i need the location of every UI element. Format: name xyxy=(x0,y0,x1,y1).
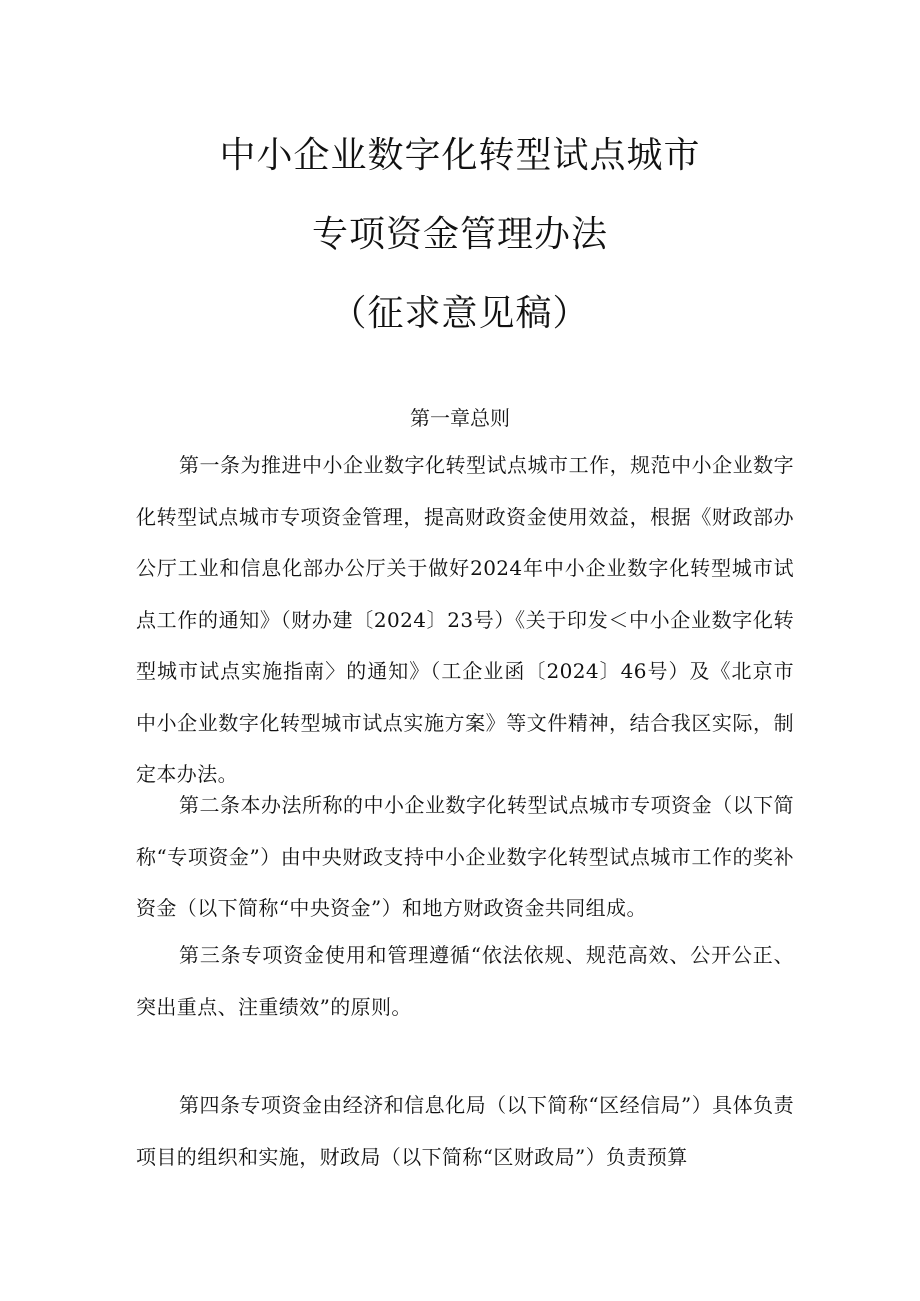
article-1-paragraph: 第一条为推进中小企业数字化转型试点城市工作，规范中小企业数字化转型试点城市专项资金管理，提高财政资金使用效益，根据《财政部办公厅工业和信息化部办公厅关于做好2024年中小企业数字化转型城市试点工作的通知》（财办建〔2024〕23号）《关于印发＜中小企业数字化转型城市试点实施指南〉的通知》（工企业函〔2024〕46号）及《北京市中小企业数字化转型城市试点实施方案》等文件精神，结合我区实际，制定本办法。 xyxy=(136,453,794,786)
article-2-paragraph: 第二条本办法所称的中小企业数字化转型试点城市专项资金（以下简称“专项资金”）由中央财政支持中小企业数字化转型试点城市工作的奖补资金（以下简称“中央资金”）和地方财政资金共同组成。 xyxy=(136,793,794,920)
article-4-paragraph: 第四条专项资金由经济和信息化局（以下简称“区经信局”）具体负责项目的组织和实施，财政局（以下简称“区财政局”）负责预算 xyxy=(136,1093,794,1169)
chapter-heading: 第一章总则 xyxy=(410,406,510,430)
article-3-paragraph: 第三条专项资金使用和管理遵循“依法依规、规范高效、公开公正、突出重点、注重绩效”的原则。 xyxy=(136,943,794,1019)
document-title-line-1: 中小企业数字化转型试点城市 xyxy=(219,135,701,176)
document-subtitle-draft: （征求意见稿） xyxy=(330,293,590,334)
document-title-line-2: 专项资金管理办法 xyxy=(311,214,608,255)
